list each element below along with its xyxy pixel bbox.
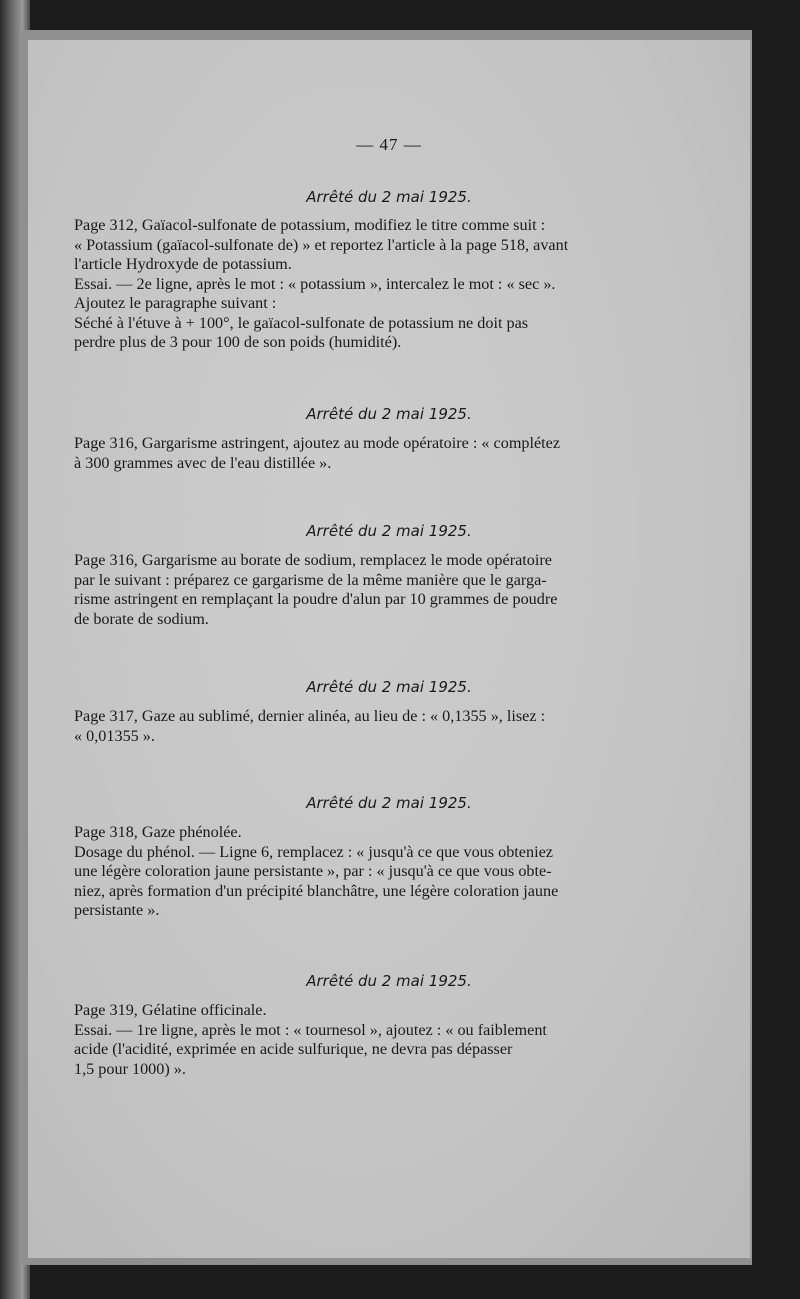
section-body bbox=[74, 216, 634, 353]
text-line: de borate de sodium. bbox=[74, 609, 209, 628]
document-page bbox=[28, 40, 750, 1258]
text-line: « 0,01355 ». bbox=[74, 726, 155, 745]
text-line: 1,5 pour 1000) ». bbox=[74, 1059, 186, 1078]
section-body bbox=[74, 434, 634, 473]
text-line: par le suivant : préparez ce gargarisme de la même manière que le garga- bbox=[74, 570, 547, 589]
section-body bbox=[74, 707, 634, 746]
section-body bbox=[74, 823, 634, 921]
text-line: niez, après formation d'un précipité blanchâtre, une légère coloration jaune bbox=[74, 881, 559, 900]
section-heading: Arrêté du 2 mai 1925. bbox=[306, 678, 472, 696]
section-heading: Arrêté du 2 mai 1925. bbox=[306, 405, 472, 423]
section-heading: Arrêté du 2 mai 1925. bbox=[306, 522, 472, 540]
text-line: Séché à l'étuve à + 100°, le gaïacol-sulfonate de potassium ne doit pas bbox=[74, 313, 529, 332]
text-line: Page 316, Gargarisme astringent, ajoutez au mode opératoire : « complétez bbox=[74, 434, 561, 452]
text-line: persistante ». bbox=[74, 901, 160, 919]
text-line: Essai. — 1re ligne, après le mot : « tournesol », ajoutez : « ou faiblement bbox=[74, 1020, 547, 1039]
text-line: Page 317, Gaze au sublimé, dernier alinéa, au lieu de : « 0,1355 », lisez : bbox=[74, 707, 546, 725]
text-line: risme astringent en remplaçant la poudre d'alun par 10 grammes de poudre bbox=[74, 590, 558, 608]
text-line: l'article Hydroxyde de potassium. bbox=[74, 255, 292, 273]
text-line: une légère coloration jaune persistante », par : « jusqu'à ce que vous obte- bbox=[74, 862, 552, 880]
text-line: « Potassium (gaïacol-sulfonate de) » et reportez l'article à la page 518, avant bbox=[74, 235, 569, 254]
section-body bbox=[74, 1001, 634, 1079]
text-line: Dosage du phénol. — Ligne 6, remplacez : « jusqu'à ce que vous obteniez bbox=[74, 842, 553, 861]
text-line: perdre plus de 3 pour 100 de son poids (humidité). bbox=[74, 333, 402, 351]
text-line: Page 319, Gélatine officinale. bbox=[74, 1001, 267, 1019]
text-line: Page 316, Gargarisme au borate de sodium, remplacez le mode opératoire bbox=[74, 551, 552, 569]
text-line: Page 312, Gaïacol-sulfonate de potassium, modifiez le titre comme suit : bbox=[74, 216, 546, 234]
text-line: Ajoutez le paragraphe suivant : bbox=[74, 294, 277, 312]
text-line: Essai. — 2e ligne, après le mot : « potassium », intercalez le mot : « sec ». bbox=[74, 274, 556, 293]
section-body bbox=[74, 551, 634, 629]
text-line: Page 318, Gaze phénolée. bbox=[74, 823, 242, 841]
section-heading: Arrêté du 2 mai 1925. bbox=[306, 972, 472, 990]
section-heading: Arrêté du 2 mai 1925. bbox=[306, 188, 472, 206]
section-heading: Arrêté du 2 mai 1925. bbox=[306, 794, 472, 812]
page-number: — 47 — bbox=[356, 135, 422, 154]
text-line: à 300 grammes avec de l'eau distillée ». bbox=[74, 453, 332, 472]
text-line: acide (l'acidité, exprimée en acide sulfurique, ne devra pas dépasser bbox=[74, 1040, 513, 1058]
